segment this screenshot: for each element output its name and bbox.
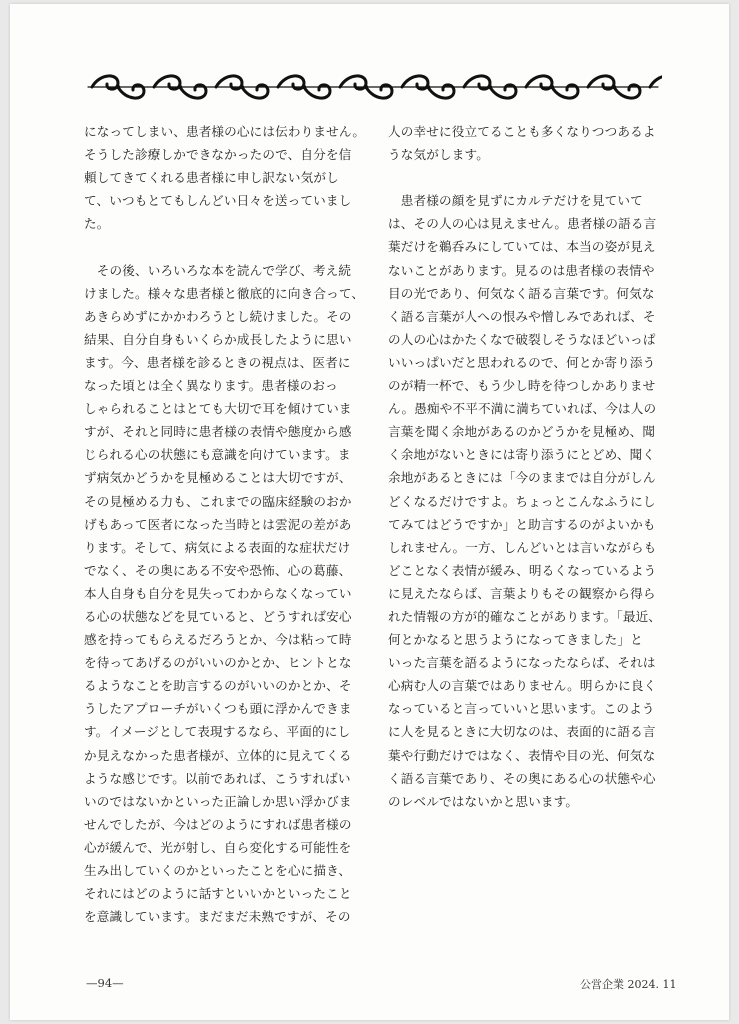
text-line: いのではないかといった正論しか思い浮かびま — [84, 793, 352, 809]
text-line: 余地があるときには「今のままでは自分がしん — [388, 470, 656, 486]
text-line: た。 — [84, 216, 110, 232]
text-line: うな気がします。 — [388, 147, 489, 163]
text-line: どくなるだけですよ。ちょっとこんなふうにし — [388, 493, 656, 509]
text-line: す。イメージとして表現するなら、平面的にし — [84, 724, 351, 740]
text-line: るようなことを助言するのがいいのかとか、そ — [84, 678, 352, 694]
paragraph-gap — [84, 235, 356, 258]
text-line: か見えなかった患者様が、立体的に見えてくる — [84, 747, 352, 763]
text-line: それにはどのように話すといいかといったこと — [84, 886, 352, 902]
text-line: 心が緩んで、光が射し、自ら変化する可能性を — [84, 839, 352, 855]
text-line: あきらめずにかかわろうとし続けました。その — [84, 308, 352, 324]
text-line: その見極める力も、これまでの臨床経験のおか — [84, 493, 352, 509]
text-line: のレベルではないかと思います。 — [388, 793, 579, 809]
text-line: てみてはどうですか」と助言するのがよいかも — [388, 516, 656, 532]
text-line: く語る言葉であり、その奥にある心の状態や心 — [388, 770, 656, 786]
text-line: 言葉を聞く余地があるのかどうかを見極め、聞 — [388, 424, 656, 440]
document-page — [10, 4, 729, 1020]
text-line: しゃられることはとても大切で耳を傾けていま — [84, 401, 352, 417]
text-line: を意識しています。まだまだ未熟ですが、その — [84, 909, 351, 925]
text-line: げもあって医者になった当時とは雲泥の差があ — [84, 516, 352, 532]
text-line: でなく、その奥にある不安や恐怖、心の葛藤、 — [84, 562, 352, 578]
text-line: なった頃とは全く異なります。患者様のおっ — [84, 378, 338, 394]
text-line: じられる心の状態にも意識を向けています。ま — [84, 447, 351, 463]
paragraph — [388, 120, 660, 166]
text-line: ないことがあります。見るのは患者様の表情や — [388, 262, 655, 278]
text-line: 患者様の顔を見ずにカルテだけを見ていて — [388, 193, 643, 209]
text-line: ります。そして、病気による表面的な症状だけ — [84, 539, 351, 555]
text-line: れた情報の方が的確なことがあります。「最近、 — [388, 608, 662, 624]
text-line: は、その人の心は見えません。患者様の語る言 — [388, 216, 657, 232]
text-line: て、いつもとてもしんどい日々を送っていまし — [84, 193, 352, 209]
text-line: すが、それと同時に患者様の表情や態度から感 — [84, 424, 352, 440]
text-line: になってしまい、患者様の心には伝わりません。 — [84, 124, 366, 139]
text-line: に人を見るときに大切なのは、表面的に語る言 — [388, 724, 656, 740]
right-text-column — [388, 120, 660, 813]
text-line: く語る言葉が人への恨みや憎しみであれば、そ — [388, 308, 656, 324]
text-line: そうした診療しかできなかったので、自分を信 — [84, 147, 352, 163]
text-line: けました。様々な患者様と徹底的に向き合って、 — [84, 285, 365, 301]
decorative-scroll-border — [84, 70, 662, 104]
text-line: ます。今、患者様を診るときの視点は、医者に — [84, 354, 351, 370]
text-line: 感を持ってもらえるだろうとか、今は粘って時 — [84, 632, 352, 648]
text-line: なっていると言っていいと思います。このよう — [388, 701, 655, 717]
publication-footer: 公営企業 2024. 11 — [580, 978, 677, 991]
text-line: のが精一杯で、もう少し時を待つしかありませ — [388, 378, 656, 394]
paragraph — [388, 189, 660, 813]
text-line: どことなく表情が緩み、明るくなっているよう — [388, 562, 657, 578]
text-line: る心の状態などを見ていると、どうすれば安心 — [84, 608, 352, 624]
text-line: を待ってあげるのがいいのかとか、ヒントとな — [84, 655, 352, 671]
text-line: 結果、自分自身もいくらか成長したように思い — [84, 331, 352, 347]
text-line: 何とかなると思うようになってきました」と — [388, 632, 643, 648]
text-line: ん。愚痴や不平不満に満ちていれば、今は人の — [388, 401, 657, 417]
text-line: 本人自身も自分を見失ってわからなくなってい — [84, 585, 352, 601]
text-line: 葉だけを鵜呑みにしていては、本当の姿が見え — [388, 239, 656, 255]
text-line: しれません。一方、しんどいとは言いながらも — [388, 539, 657, 555]
text-line: に見えたならば、言葉よりもその観察から得ら — [388, 585, 656, 601]
text-line: 生み出していくのかといったことを心に描き、 — [84, 863, 352, 878]
text-line: く余地がないときには寄り添うにとどめ、聞く — [388, 447, 656, 463]
paragraph — [84, 120, 366, 235]
text-line: 葉や行動だけではなく、表情や目の光、何気な — [388, 747, 656, 763]
text-line: せんでしたが、今はどのようにすれば患者様の — [84, 816, 352, 832]
text-line: ず病気かどうかを見極めることは大切ですが、 — [84, 470, 352, 486]
text-line: 目の光であり、何気なく語る言葉です。何気な — [388, 285, 655, 301]
text-line: 人の幸せに役立てることも多くなりつつあるよ — [388, 124, 656, 139]
text-line: その後、いろいろな本を読んで学び、考え続 — [84, 262, 352, 278]
paragraph-gap — [388, 166, 660, 189]
text-line: の人の心はかたくなで破裂しそうなほどいっぱ — [388, 331, 656, 347]
text-line: いいっぱいだと思われるので、何とか寄り添う — [388, 354, 656, 370]
page-number: —94— — [86, 976, 124, 990]
text-line: 心病む人の言葉ではありません。明らかに良く — [388, 678, 657, 694]
text-line: ような感じです。以前であれば、こうすればい — [84, 770, 351, 786]
text-line: うしたアプローチがいくつも頭に浮かんできま — [84, 701, 352, 717]
left-text-column — [84, 120, 366, 928]
text-line: 頼してきてくれる患者様に申し訳ない気がし — [84, 170, 339, 186]
paragraph — [84, 259, 365, 929]
text-line: いった言葉を語るようになったならば、それは — [388, 655, 656, 671]
